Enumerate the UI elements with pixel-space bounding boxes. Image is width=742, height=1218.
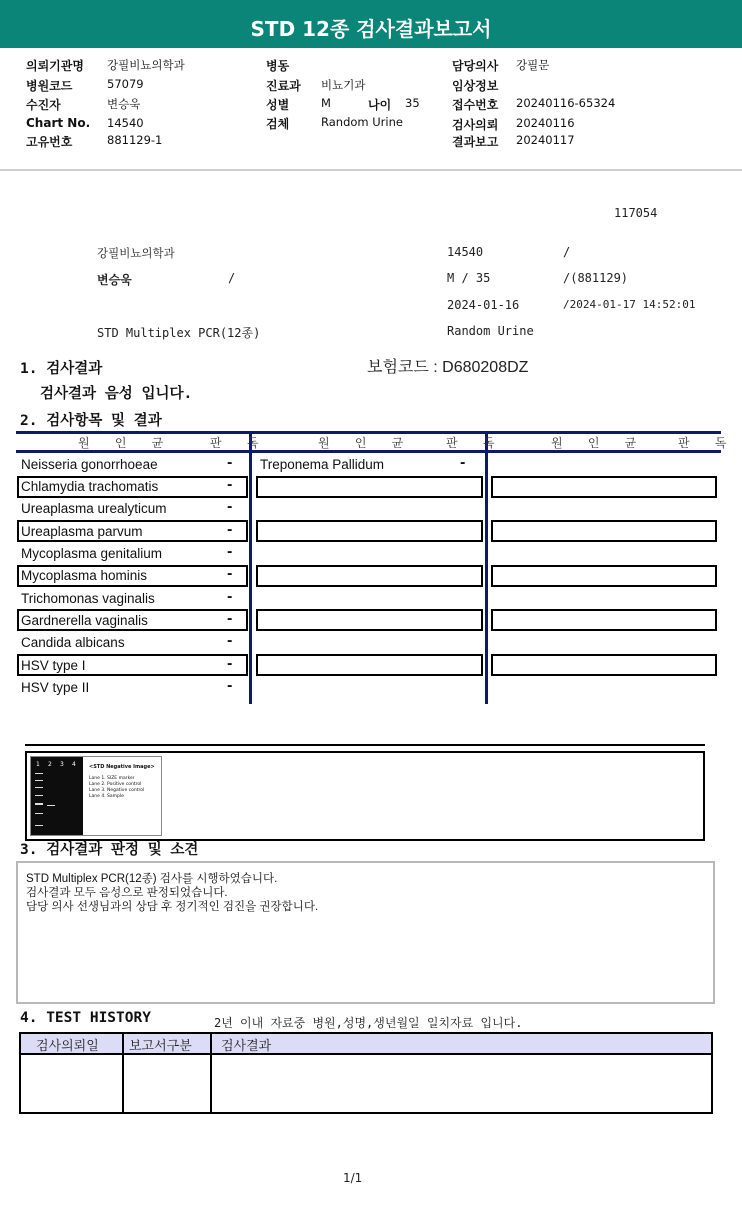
info-specimen: Random Urine bbox=[447, 324, 534, 338]
insurance-code: 보험코드 : D680208DZ bbox=[367, 359, 529, 376]
organism-result: - bbox=[227, 523, 233, 538]
col-header-organism: 원 인 균 bbox=[318, 436, 413, 450]
gel-band bbox=[35, 803, 43, 805]
hospital-code-label: 병원코드 bbox=[26, 79, 73, 93]
info-birth: /(881129) bbox=[563, 271, 629, 285]
opinion-line: 검사결과 모두 음성으로 판정되었습니다. bbox=[26, 887, 228, 899]
section3-title: 3. 검사결과 판정 및 소견 bbox=[20, 842, 199, 858]
report-title: STD 12종 검사결과보고서 bbox=[0, 0, 742, 48]
section4-title: 4. TEST HISTORY bbox=[20, 1010, 151, 1026]
gel-band bbox=[47, 805, 55, 806]
organism-result: - bbox=[460, 456, 466, 471]
empty-row-box bbox=[256, 565, 483, 587]
history-header-date: 검사의뢰일 bbox=[36, 1039, 99, 1054]
organism-name: Mycoplasma hominis bbox=[21, 568, 148, 583]
history-header-type: 보고서구분 bbox=[129, 1039, 192, 1054]
gel-lane-desc: Lane 3. Negative control bbox=[89, 788, 145, 793]
age-value: 35 bbox=[405, 96, 420, 110]
organism-name: Treponema Pallidum bbox=[260, 457, 385, 472]
clinical-label: 임상정보 bbox=[452, 79, 499, 93]
organism-result: - bbox=[227, 500, 233, 515]
gel-top-rule bbox=[25, 744, 705, 746]
organism-name: Mycoplasma genitalium bbox=[21, 546, 163, 561]
report-code: 117054 bbox=[614, 206, 658, 220]
sex-value: M bbox=[321, 96, 331, 110]
info-clinic: 강필비뇨의학과 bbox=[97, 246, 175, 260]
report-value: 20240117 bbox=[516, 133, 575, 147]
info-chart: 14540 bbox=[447, 245, 484, 259]
chart-label: Chart No. bbox=[26, 116, 91, 130]
gel-band bbox=[35, 780, 43, 781]
empty-row-box bbox=[491, 520, 717, 542]
info-sex-age: M / 35 bbox=[447, 271, 491, 285]
empty-row-box bbox=[491, 476, 717, 498]
institution-label: 의뢰기관명 bbox=[26, 59, 84, 73]
empty-row-box bbox=[256, 609, 483, 631]
col-header-result: 판 독 bbox=[678, 436, 736, 450]
header-divider bbox=[0, 169, 742, 171]
gel-band bbox=[35, 813, 43, 814]
uid-value: 881129-1 bbox=[107, 133, 163, 147]
organism-name: Ureaplasma parvum bbox=[21, 524, 143, 539]
col-header-organism: 원 인 균 bbox=[551, 436, 646, 450]
organism-result: - bbox=[227, 634, 233, 649]
empty-row-box bbox=[491, 565, 717, 587]
result-summary: 검사결과 음성 입니다. bbox=[40, 386, 193, 402]
institution-value: 강필비뇨의학과 bbox=[107, 58, 185, 72]
dept-label: 진료과 bbox=[266, 79, 301, 93]
col-header-organism: 원 인 균 bbox=[78, 436, 173, 450]
gel-lane-desc: Lane 1. SIZE marker bbox=[89, 776, 135, 781]
specimen-label: 검체 bbox=[266, 117, 290, 131]
empty-row-box bbox=[256, 654, 483, 676]
organism-name: Chlamydia trachomatis bbox=[21, 479, 159, 494]
info-datetime: /2024-01-17 14:52:01 bbox=[563, 298, 696, 311]
uid-label: 고유번호 bbox=[26, 135, 73, 149]
history-col-divider bbox=[210, 1034, 212, 1112]
lane-number: 2 bbox=[48, 761, 52, 768]
gel-band bbox=[35, 773, 43, 774]
section2-title: 2. 검사항목 및 결과 bbox=[20, 413, 162, 429]
col-header-result: 판 독 bbox=[446, 436, 504, 450]
opinion-line: 담당 의사 선생님과의 상담 후 정기적인 검진을 권장합니다. bbox=[26, 901, 319, 913]
organism-name: HSV type II bbox=[21, 680, 90, 695]
info-test: STD Multiplex PCR(12종) bbox=[97, 326, 261, 340]
organism-result: - bbox=[227, 657, 233, 672]
subject-label: 수진자 bbox=[26, 98, 61, 112]
request-label: 검사의뢰 bbox=[452, 118, 499, 132]
history-col-divider bbox=[122, 1034, 124, 1112]
table-col-divider bbox=[249, 431, 252, 704]
table-col-divider bbox=[485, 431, 488, 704]
gel-image bbox=[30, 756, 162, 836]
organism-result: - bbox=[227, 478, 233, 493]
request-value: 20240116 bbox=[516, 116, 575, 130]
gel-title: <STD Negative Image> bbox=[89, 764, 155, 770]
organism-result: - bbox=[227, 456, 233, 471]
empty-row-box bbox=[491, 609, 717, 631]
hospital-code-value: 57079 bbox=[107, 77, 144, 91]
result-table bbox=[16, 431, 736, 704]
organism-result: - bbox=[227, 679, 233, 694]
report-label: 결과보고 bbox=[452, 135, 499, 149]
empty-row-box bbox=[491, 654, 717, 676]
specimen-value: Random Urine bbox=[321, 115, 403, 129]
gel-band bbox=[35, 787, 43, 788]
opinion-box bbox=[16, 861, 715, 1004]
organism-result: - bbox=[227, 545, 233, 560]
age-label: 나이 bbox=[368, 98, 392, 112]
page-number: 1/1 bbox=[343, 1171, 363, 1185]
empty-row-box bbox=[256, 520, 483, 542]
gel-lane-desc: Lane 2. Positive control bbox=[89, 782, 142, 787]
doctor-label: 담당의사 bbox=[452, 59, 499, 73]
receipt-value: 20240116-65324 bbox=[516, 96, 616, 110]
ward-label: 병동 bbox=[266, 59, 290, 73]
history-header-result: 검사결과 bbox=[221, 1039, 272, 1054]
history-table bbox=[19, 1032, 713, 1114]
subject-value: 변승욱 bbox=[107, 97, 141, 111]
organism-result: - bbox=[227, 612, 233, 627]
organism-name: Neisseria gonorrhoeae bbox=[21, 457, 158, 472]
info-slash: / bbox=[563, 245, 571, 259]
organism-name: Trichomonas vaginalis bbox=[21, 591, 155, 606]
organism-result: - bbox=[227, 567, 233, 582]
organism-name: Candida albicans bbox=[21, 635, 125, 650]
dept-value: 비뇨기과 bbox=[321, 78, 366, 92]
sex-label: 성별 bbox=[266, 98, 290, 112]
gel-band bbox=[35, 825, 43, 826]
opinion-line: STD Multiplex PCR(12종) 검사를 시행하였습니다. bbox=[26, 873, 278, 885]
section1-title: 1. 검사결과 bbox=[20, 361, 103, 377]
doctor-value: 강필문 bbox=[516, 58, 550, 72]
organism-name: HSV type I bbox=[21, 658, 86, 673]
chart-value: 14540 bbox=[107, 116, 144, 130]
history-note: 2년 이내 자료중 병원,성명,생년월일 일치자료 입니다. bbox=[214, 1016, 523, 1030]
lane-number: 3 bbox=[60, 761, 64, 768]
gel-lane-desc: Lane 4. Sample bbox=[89, 794, 124, 799]
organism-result: - bbox=[227, 590, 233, 605]
gel-band bbox=[35, 795, 43, 796]
organism-name: Gardnerella vaginalis bbox=[21, 613, 148, 628]
info-name-slash: / bbox=[228, 271, 236, 285]
col-header-result: 판 독 bbox=[210, 436, 268, 450]
receipt-label: 접수번호 bbox=[452, 98, 499, 112]
history-header bbox=[21, 1034, 711, 1055]
lane-number: 1 bbox=[36, 761, 40, 768]
empty-row-box bbox=[256, 476, 483, 498]
gel-photo bbox=[31, 757, 83, 835]
lane-number: 4 bbox=[72, 761, 76, 768]
info-name: 변승욱 bbox=[97, 273, 132, 287]
info-date: 2024-01-16 bbox=[447, 298, 520, 312]
organism-name: Ureaplasma urealyticum bbox=[21, 501, 167, 516]
